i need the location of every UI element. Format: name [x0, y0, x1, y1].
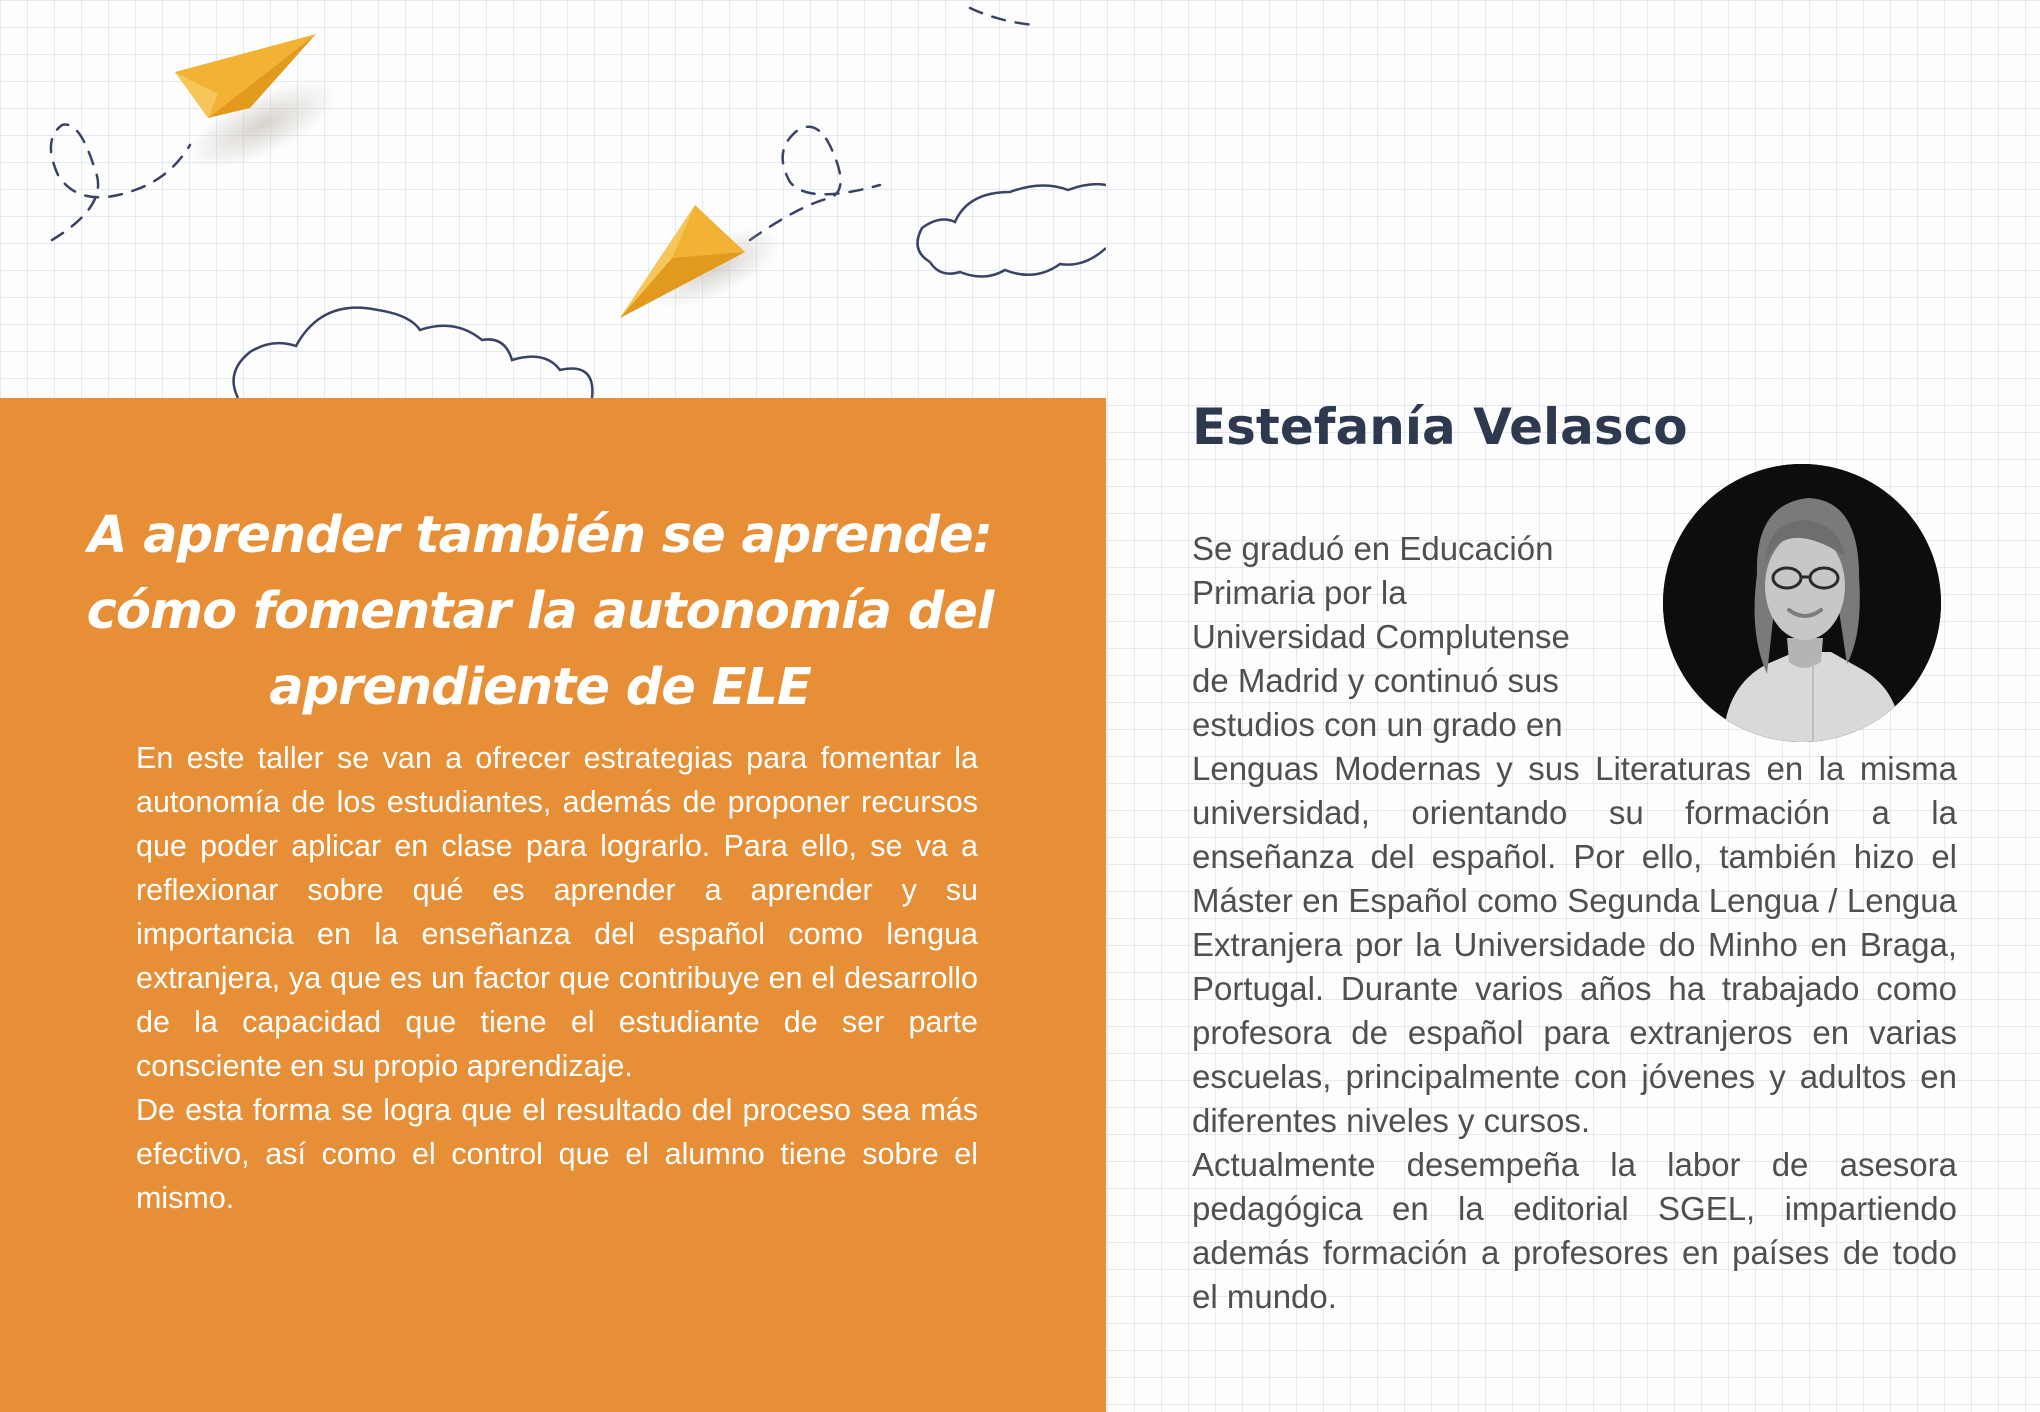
header-illustration — [0, 0, 1106, 398]
bio-intro — [1192, 527, 1622, 747]
paper-plane-icon — [175, 34, 349, 187]
bio-line: estudios con un grado en — [1192, 706, 1563, 743]
workshop-title-line: aprendiente de ELE — [269, 658, 811, 717]
bio-line: de Madrid y continuó sus — [1192, 662, 1559, 699]
bio-line: Primaria por la — [1192, 574, 1407, 611]
workshop-title — [60, 498, 1020, 726]
workshop-description-paragraph: De esta forma se logra que el resultado del proceso sea más efectivo, así como el control que el alumno tiene sobre el mismo. — [136, 1093, 978, 1215]
dashed-flight-path — [51, 8, 1035, 240]
workshop-title-line: A aprender también se aprende: — [88, 506, 992, 565]
workshop-title-line: cómo fomentar la autonomía del — [86, 582, 994, 641]
bio-line: Se graduó en Educación — [1192, 530, 1554, 567]
workshop-panel — [0, 398, 1106, 1412]
bio-paragraph: Lenguas Modernas y sus Literaturas en la misma universidad, orientando su formación a la enseñanza del español. Por ello, también hizo el Máster en Español como Segunda Lengua / Lengua Extranjera por la Universidade do Minho en Braga, Portugal. Durante varios años ha trabajado como profesora de español para extranjeros en varias escuelas, principalmente con jóvenes y adultos en diferentes niveles y cursos. — [1192, 750, 1957, 1139]
workshop-description — [136, 736, 978, 1220]
paper-plane-icon — [620, 205, 791, 324]
workshop-description-paragraph: En este taller se van a ofrecer estrategias para fomentar la autonomía de los estudiantes, además de proponer recursos que poder aplicar en clase para lograrlo. Para ello, se va a reflexionar sobre qué es aprender a aprender y su importancia en la enseñanza del español como lengua extranjera, ya que es un factor que contribuye en el desarrollo de la capacidad que tiene el estudiante de ser parte consciente en su propio aprendizaje. — [136, 741, 978, 1083]
speaker-name: Estefanía Velasco — [1192, 398, 1688, 456]
bio-line: Universidad Complutense — [1192, 618, 1570, 655]
speaker-bio — [1192, 527, 1957, 1319]
bio-paragraph: Actualmente desempeña la labor de asesora pedagógica en la editorial SGEL, impartiendo además formación a profesores en países de todo el mundo. — [1192, 1146, 1957, 1315]
